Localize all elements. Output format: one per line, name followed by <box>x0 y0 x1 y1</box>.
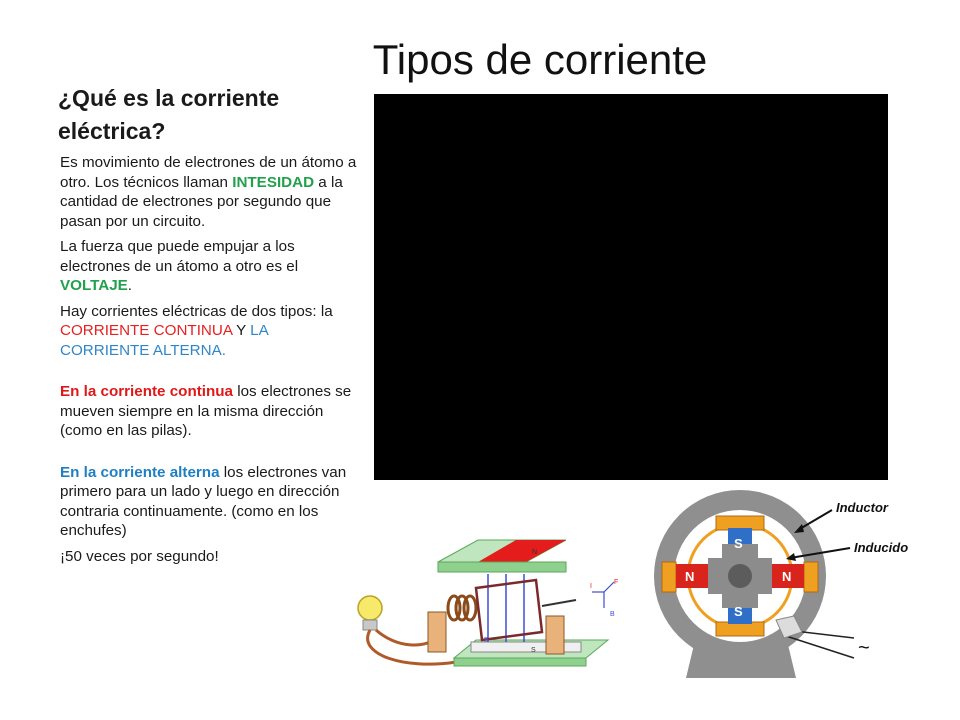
slide-title: Tipos de corriente <box>372 36 708 83</box>
p2-text-end: . <box>127 277 133 294</box>
paragraph-intensity <box>60 153 360 231</box>
p4-text: los electrones se mueven siempre en la misma dirección (como en las pilas). <box>60 383 352 439</box>
p2-text: La fuerza que puede empujar a los electrones de un átomo a otro es el <box>60 238 299 275</box>
p1-text-end: a la cantidad de electrones por segundo que pasan por un circuito. <box>60 173 343 230</box>
label-inductor: Inductor <box>836 500 888 515</box>
paragraph-ac <box>60 463 360 541</box>
label-inducido: Inducido <box>854 540 909 555</box>
p1-text: Es movimiento de electrones de un átomo a otro. Los técnicos llaman <box>60 154 357 191</box>
body-text <box>60 153 360 572</box>
ac-term: LA CORRIENTE ALTERNA. <box>60 322 268 359</box>
paragraph-types <box>60 302 360 361</box>
pole-n-left: N <box>685 569 695 584</box>
dc-heading: En la corriente continua <box>60 383 234 400</box>
label-n: N <box>532 549 538 556</box>
voltage-term: VOLTAJE <box>60 277 128 294</box>
paragraph-dc <box>60 382 360 441</box>
pole-s-top: S <box>734 536 743 551</box>
p5-text: los electrones van primero para un lado y luego en dirección contraria continuamente. (como en los enchufes) <box>60 463 347 539</box>
ac-heading: En la corriente alterna <box>60 463 220 481</box>
dc-term: CORRIENTE CONTINUA <box>60 322 233 339</box>
vector-label-b: B <box>610 611 615 618</box>
paragraph-voltage <box>60 237 360 296</box>
video-player[interactable] <box>374 94 888 480</box>
label-s: S <box>531 647 536 654</box>
label-ac-tilde: ~ <box>858 637 870 659</box>
generator-illustration <box>346 530 622 680</box>
vector-label-f: F <box>614 579 619 586</box>
light-bulb-icon <box>358 596 382 630</box>
p3-text: Hay corrientes eléctricas de dos tipos: la <box>60 302 333 320</box>
label-b: B <box>484 637 489 644</box>
paragraph-frequency: ¡50 veces por segundo! <box>60 547 219 565</box>
pole-n-right: N <box>782 569 792 584</box>
motor-illustration <box>636 488 936 678</box>
pole-s-bottom: S <box>734 604 743 619</box>
intensity-term: INTESIDAD <box>232 173 315 191</box>
slide-subtitle: ¿Qué es la corriente eléctrica? <box>58 85 280 144</box>
vector-label-i: I <box>590 583 592 590</box>
p3-text-mid: Y <box>232 322 251 339</box>
